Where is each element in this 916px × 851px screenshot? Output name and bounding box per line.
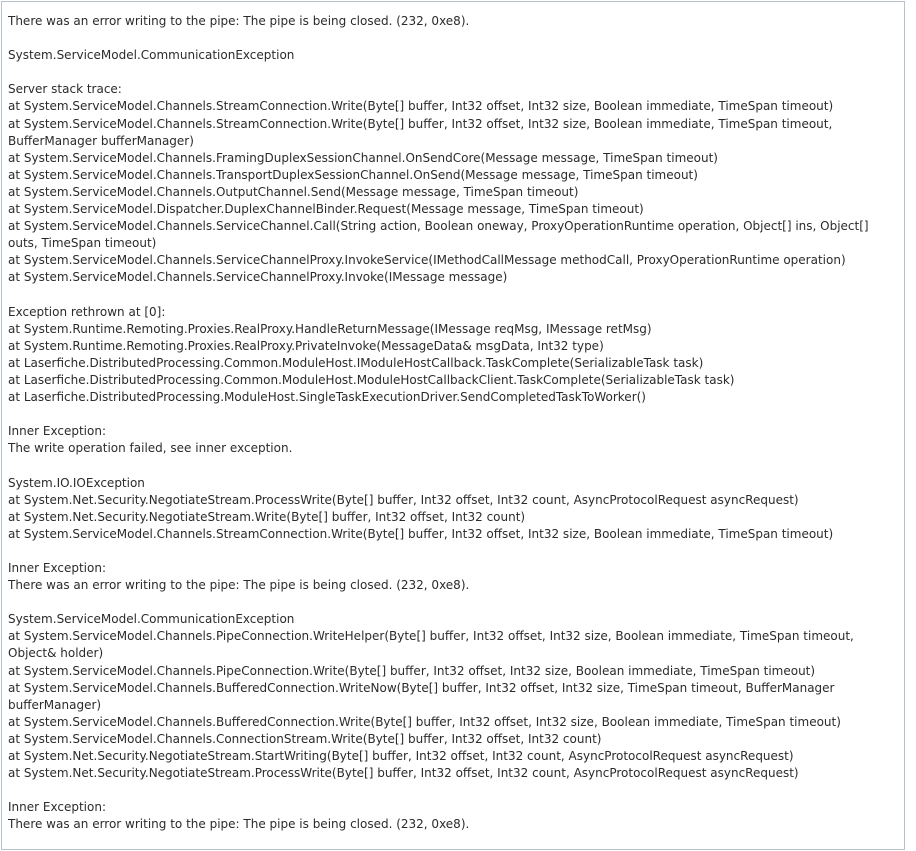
error-stack-trace-text[interactable]: There was an error writing to the pipe: The pipe is being closed. (232, 0xe8). System.ServiceModel.CommunicationException Server stack trace: at System.ServiceModel.Channels.StreamConnection.Write(Byte[] buffer, Int32 offset, Int32 size, Boolean immediate, TimeSpan timeout) at System.ServiceModel.Channels.StreamConnection.Write(Byte[] buffer, Int32 offset, Int32 size, Boolean immediate, TimeSpan timeout, BufferManager bufferManager) at System.ServiceModel.Channels.FramingDuplexSessionChannel.OnSendCore(Message message, TimeSpan timeout) at System.ServiceModel.Channels.TransportDuplexSessionChannel.OnSend(Message message, TimeSpan timeout) at System.ServiceModel.Channels.OutputChannel.Send(Message message, TimeSpan timeout) at System.ServiceModel.Dispatcher.DuplexChannelBinder.Request(Message message, TimeSpan timeout) at System.ServiceModel.Channels.ServiceChannel.Call(String action, Boolean oneway, ProxyOperationRuntime operation, Object[] ins, Object[] outs, TimeSpan timeout) at System.ServiceModel.Channels.ServiceChannelProxy.InvokeService(IMethodCallMessage methodCall, ProxyOperationRuntime operation) at System.ServiceModel.Channels.ServiceChannelProxy.Invoke(IMessage message) Exception rethrown at [0]: at System.Runtime.Remoting.Proxies.RealProxy.HandleReturnMessage(IMessage reqMsg, IMessage retMsg) at System.Runtime.Remoting.Proxies.RealProxy.PrivateInvoke(MessageData& msgData, Int32 type) at Laserfiche.DistributedProcessing.Common.ModuleHost.IModuleHostCallback.TaskComplete(SerializableTask task) at Laserfiche.DistributedProcessing.Common.ModuleHost.ModuleHostCallbackClient.TaskComplete(SerializableTask task) at Laserfiche.DistributedProcessing.ModuleHost.SingleTaskExecutionDriver.SendCompletedTaskToWorker() Inner Exception: The write operation failed, see inner exception. System.IO.IOException at System.Net.Security.NegotiateStream.ProcessWrite(Byte[] buffer, Int32 offset, Int32 count, AsyncProtocolRequest asyncRequest) at System.Net.Security.NegotiateStream.Write(Byte[] buffer, Int32 offset, Int32 count) at System.ServiceModel.Channels.StreamConnection.Write(Byte[] buffer, Int32 offset, Int32 size, Boolean immediate, TimeSpan timeout) Inner Exception: There was an error writing to the pipe: The pipe is being closed. (232, 0xe8). System.ServiceModel.CommunicationException at System.ServiceModel.Channels.PipeConnection.WriteHelper(Byte[] buffer, Int32 offset, Int32 size, Boolean immediate, TimeSpan timeout, Object& holder) at System.ServiceModel.Channels.PipeConnection.Write(Byte[] buffer, Int32 offset, Int32 size, Boolean immediate, TimeSpan timeout) at System.ServiceModel.Channels.BufferedConnection.WriteNow(Byte[] buffer, Int32 offset, Int32 size, TimeSpan timeout, BufferManager bufferManager) at System.ServiceModel.Channels.BufferedConnection.Write(Byte[] buffer, Int32 offset, Int32 size, Boolean immediate, TimeSpan timeout) at System.ServiceModel.Channels.ConnectionStream.Write(Byte[] buffer, Int32 offset, Int32 count) at System.Net.Security.NegotiateStream.StartWriting(Byte[] buffer, Int32 offset, Int32 count, AsyncProtocolRequest asyncRequest) at System.Net.Security.NegotiateStream.ProcessWrite(Byte[] buffer, Int32 offset, Int32 count, AsyncProtocolRequest asyncRequest) Inner Exception: There was an error writing to the pipe: The pipe is being closed. (232, 0xe8). xyxy=(8,14,869,832)
error-details-panel[interactable] xyxy=(1,1,905,850)
scrollbar-track[interactable] xyxy=(906,0,916,851)
